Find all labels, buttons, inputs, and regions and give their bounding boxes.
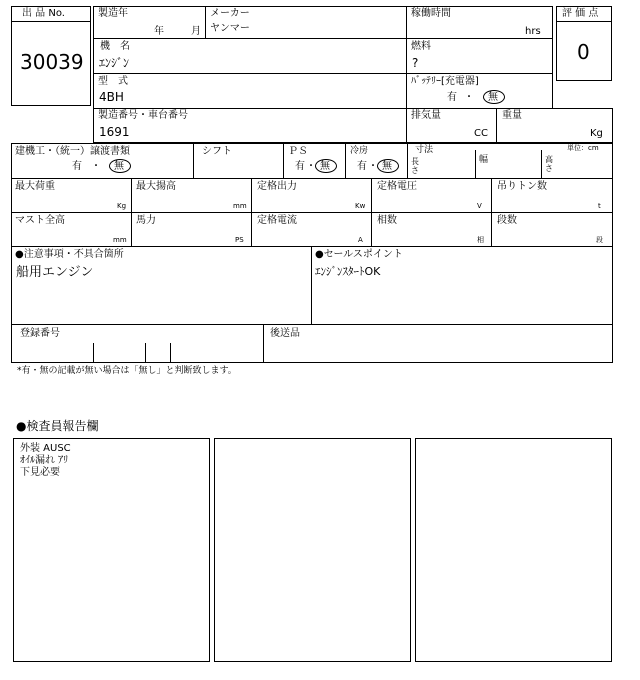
inspector-line-1: 外装 AUSC [20,443,71,454]
rated-current-unit: A [358,236,363,244]
weight-unit: Kg [590,128,603,139]
fuel-label: 燃料 [411,41,431,52]
hours-label: 稼働時間 [411,8,451,19]
hours-unit: hrs [525,26,541,37]
mast-label: マスト全高 [15,215,65,226]
max-lift-label: 最大揚高 [136,181,176,192]
displacement-unit: CC [474,128,488,139]
ps-no: 無 [320,161,330,172]
phase-label: 相数 [377,215,397,226]
registration-box [11,324,613,363]
score-label: 評 価 点 [562,8,599,19]
transfer-yes: 有 [72,161,82,172]
size-unit: 単位：cm [567,144,599,152]
max-load-label: 最大荷重 [15,181,55,192]
inspector-title: ●検査員報告欄 [16,419,99,433]
rated-voltage-unit: V [477,202,482,210]
ps-no-circle [315,159,337,173]
ac-no-circle [377,159,399,173]
serial-label: 製造番号・車台番号 [98,110,188,121]
maker-label: メーカー [210,8,250,19]
inspector-line-3: 下見必要 [20,467,60,478]
ac-label: 冷房 [350,146,369,156]
item-no-label: 出 品 No. [22,8,65,19]
ps-dot: ・ [306,161,316,172]
ac-dot: ・ [368,161,378,172]
battery-no-circle [483,90,505,104]
rated-voltage-label: 定格電圧 [377,181,417,192]
month-unit: 月 [191,26,201,37]
width-label: 幅 [479,155,489,165]
transfer-label: 建機工・（統一）譲渡書類 [15,146,130,157]
hp-label: 馬力 [136,215,156,226]
year-label: 製造年 [98,8,128,19]
rated-current-label: 定格電流 [257,215,297,226]
battery-no: 無 [488,92,498,103]
caution-label: ●注意事項・不具合箇所 [15,249,124,260]
size-label: 寸法 [415,145,434,155]
maker-value: ヤンマー [210,23,250,34]
max-load-unit: Kg [117,202,127,210]
year-unit: 年 [154,26,164,37]
length-label: 長 さ [411,157,419,175]
name-label: 機 名 [100,41,130,52]
crane-ton-unit: t [598,202,601,210]
max-lift-unit: mm [233,202,247,210]
crane-ton-label: 吊りトン数 [497,181,547,192]
inspector-box-2 [214,438,411,662]
serial-value: 1691 [99,125,130,139]
registration-label: 登録番号 [20,328,60,339]
ac-no: 無 [382,161,392,172]
displacement-label: 排気量 [411,110,441,121]
model-label: 型 式 [98,76,128,87]
ac-yes: 有 [357,161,367,172]
hp-unit: PS [235,236,244,244]
transfer-no: 無 [114,161,124,172]
inspector-box-3 [415,438,612,662]
sales-text: ｴﾝｼﾞﾝｽﾀｰﾄOK [315,265,381,278]
phase-unit: 相 [477,236,484,244]
ps-yes: 有 [295,161,305,172]
spec-grid [11,143,613,247]
score-value: 0 [577,40,590,64]
rated-output-label: 定格出力 [257,181,297,192]
weight-label: 重量 [502,110,522,121]
height-label: 高 さ [545,155,553,173]
name-value: ｴﾝｼﾞﾝ [99,56,130,70]
transfer-dot: ・ [91,161,101,172]
caution-text: 船用エンジン [16,265,94,280]
battery-dot: ・ [464,92,474,103]
item-no-value: 30039 [20,50,84,74]
inspector-line-2: ｵｲﾙ漏れ ｱﾘ [20,455,69,466]
battery-yes: 有 [447,92,457,103]
rated-output-unit: Kw [355,202,366,210]
ps-label: ＰＳ [288,146,308,157]
mast-unit: mm [113,236,127,244]
model-value: 4BH [99,90,124,104]
fuel-value: ? [412,56,419,70]
battery-label: ﾊﾞｯﾃﾘｰ[充電器] [411,76,479,87]
sales-label: ●セールスポイント [315,249,403,260]
steps-unit: 段 [596,236,603,244]
steps-label: 段数 [497,215,517,226]
footnote: *有・無の記載が無い場合は「無し」と判断致します。 [17,366,237,376]
shift-label: シフト [202,146,232,157]
transfer-no-circle [109,159,131,173]
post-item-label: 後送品 [270,328,300,339]
